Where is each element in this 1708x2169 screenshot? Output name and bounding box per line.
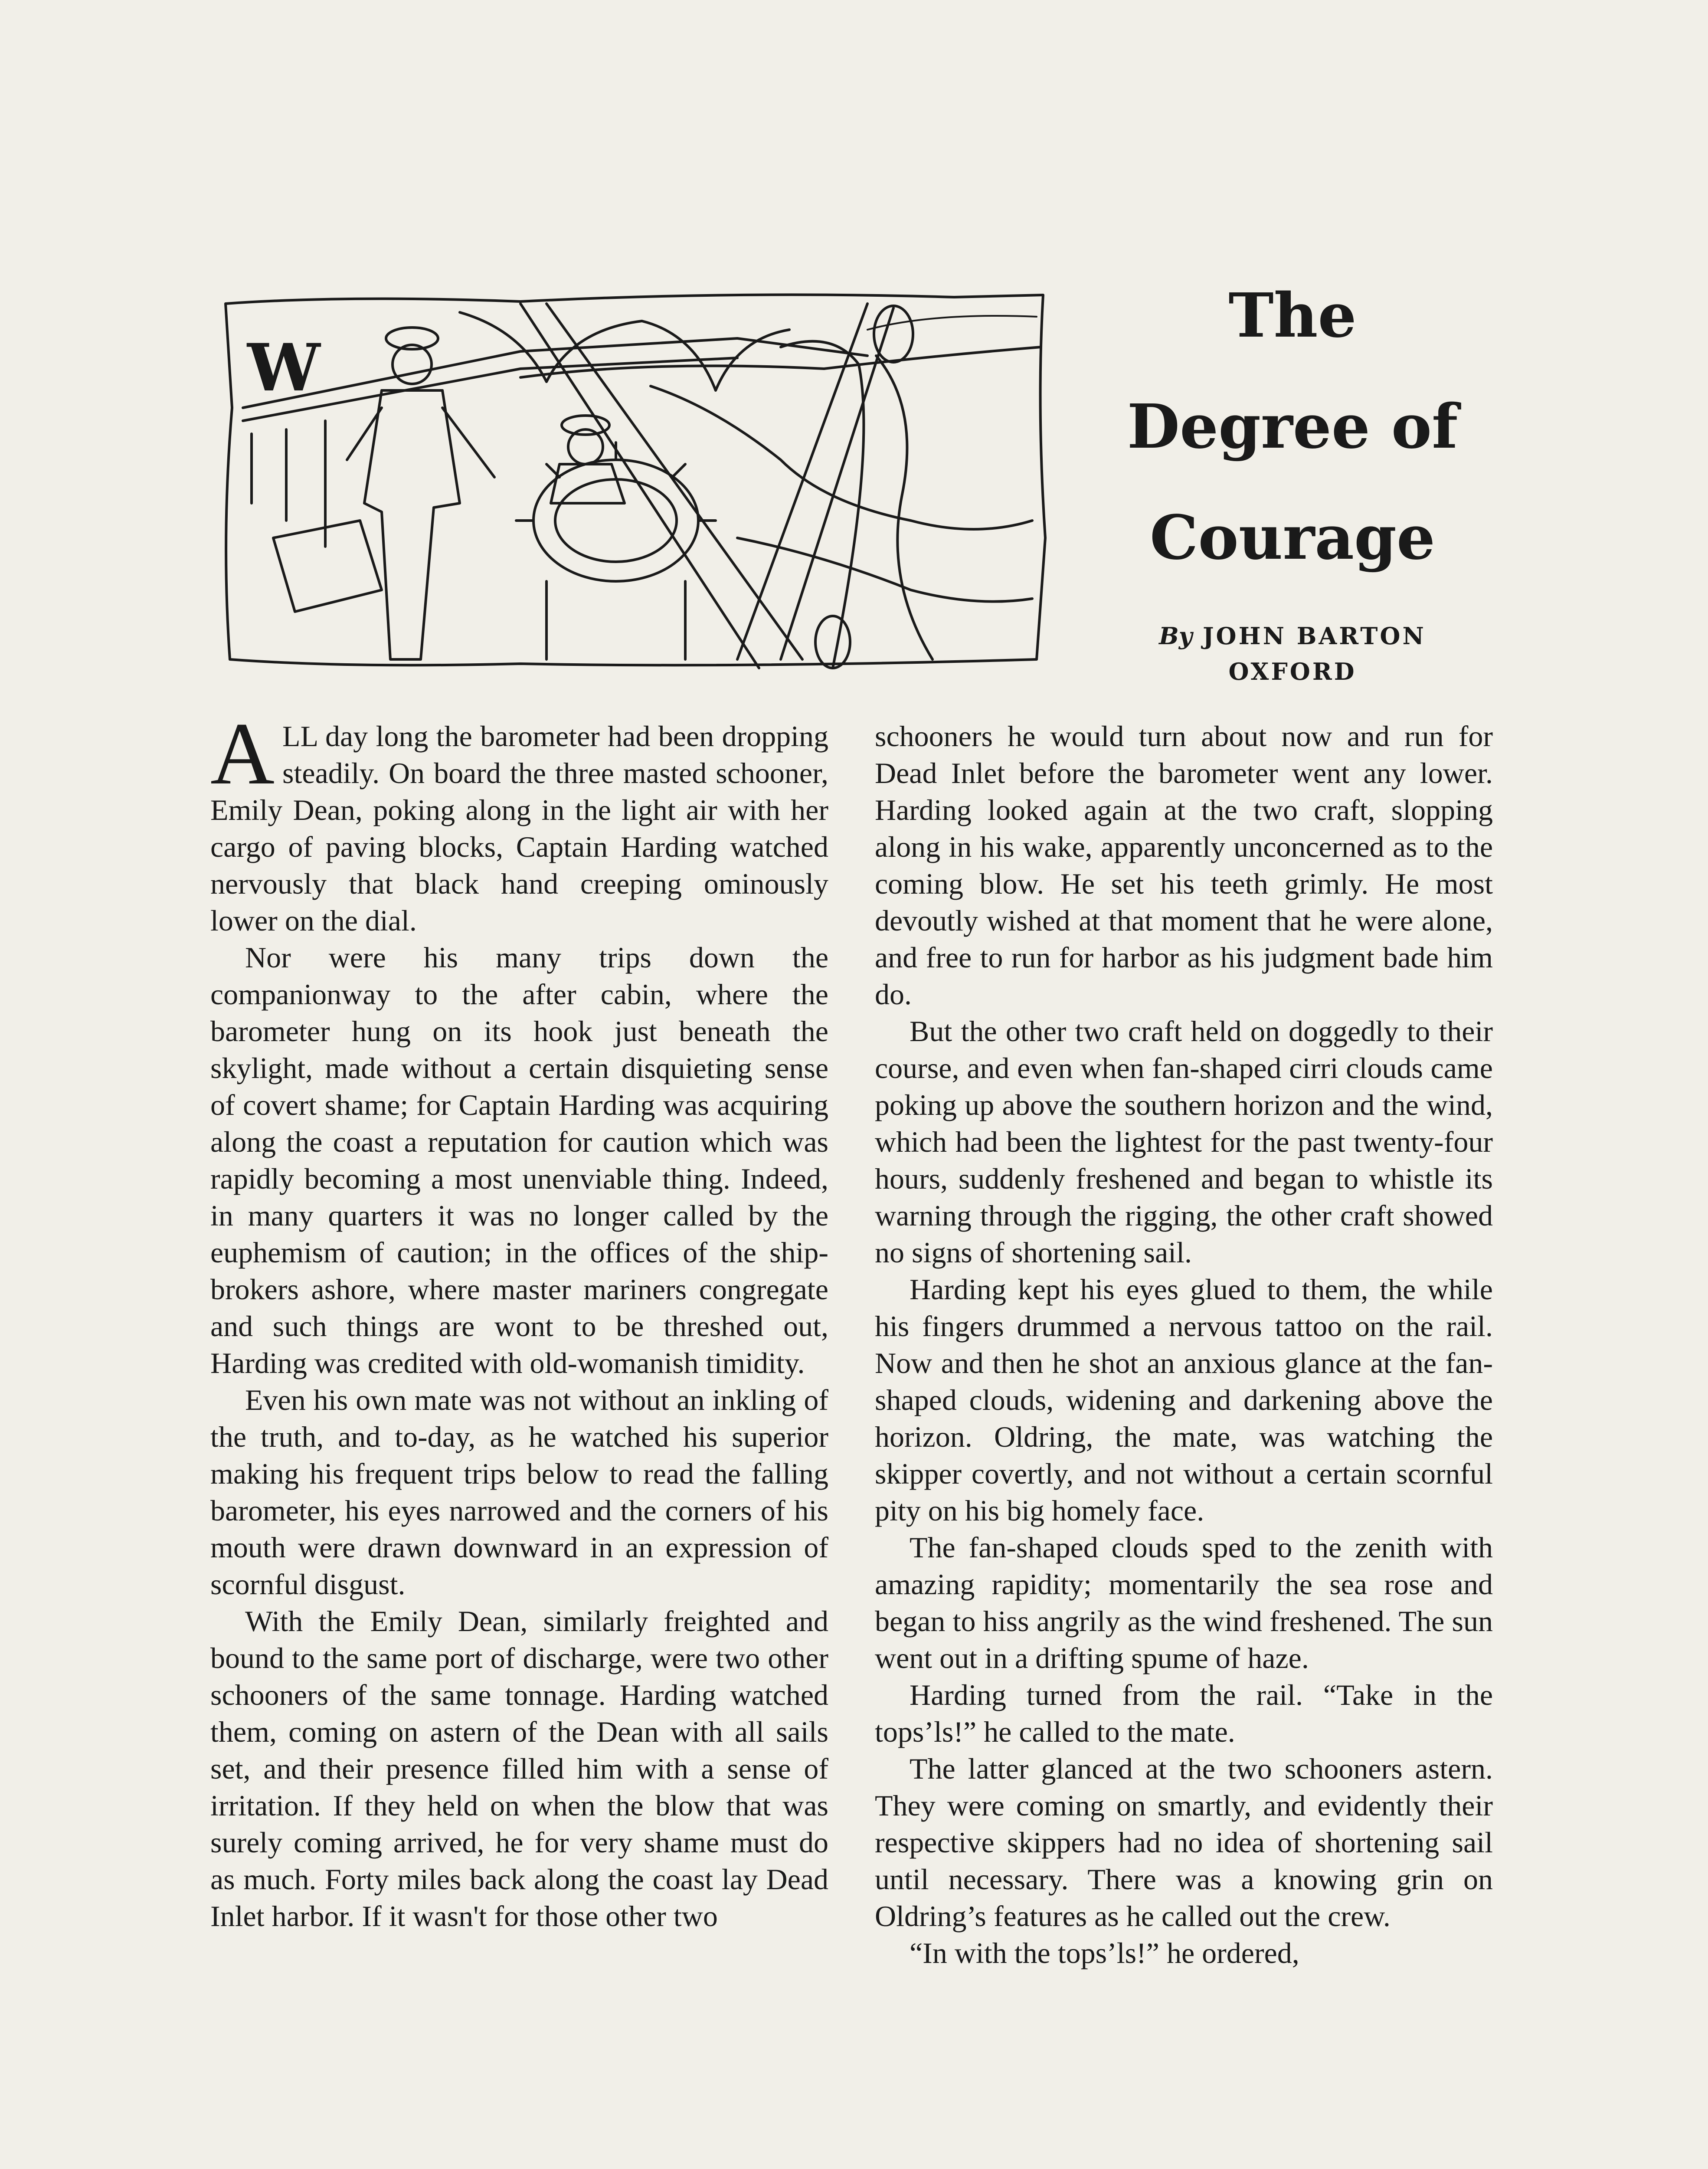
paragraph: “In with the tops’ls!” he ordered, [910,1936,1299,1969]
paragraph: The fan-shaped clouds sped to the zenith with amazing rapidity; momentarily the sea rose and began to hiss angrily as the wind freshened. The sun went out in a drifting spume of haze. [875,1531,1493,1674]
byline-by: By [1159,622,1193,650]
paragraph: But the other two craft held on doggedly to their course, and even when fan-shaped cirri clouds came poking up above the southern horizon and the wind, which had been the lightest for the past twenty-four hours, suddenly freshened and began to whistle its warning through the rigging, the other craft showed no signs of shortening sail. [875,1015,1493,1269]
paragraph-text: LL day long the barometer had been dropping steadily. On board the three masted schooner, Emily Dean, poking along in the light air with her cargo of paving blocks, Captain Harding watched nervously that black hand creeping ominously lower on the dial. [210,720,828,937]
text-column-right [875,718,1493,1972]
paragraph: schooners he would turn about now and run for Dead Inlet before the barometer went any lower. Harding looked again at the two craft, slopping along in his wake, apparently unconcerned as to the coming blow. He set his teeth grimly. He most devoutly wished at that moment that he were alone, and free to run for harbor as his judgment bade him do. [875,720,1493,1011]
byline [1115,618,1470,689]
story-illustration [217,278,1050,672]
paragraph: With the Emily Dean, similarly freighted and bound to the same port of discharge, were two other schooners of the same tonnage. Harding watched them, coming on astern of the Dean with all sails set, and their presence filled him with a sense of irritation. If they held on when the blow that was surely coming arrived, he for very shame must do as much. Forty miles back along the coast lay Dead Inlet harbor. If it wasn't for those other two [210,1605,828,1933]
byline-name-2: OXFORD [1228,658,1357,685]
paragraph: Even his own mate was not without an inkling of the truth, and to-day, as he watched his superior making his frequent trips below to read the falling barometer, his eyes narrowed and the corners of his mouth were drawn downward in an expression of scornful disgust. [210,1383,828,1601]
paragraph: The latter glanced at the two schooners astern. They were coming on smartly, and evidently their respective skippers had no idea of shortening sail until necessary. There was a knowing grin on Oldring’s features as he called out the crew. [875,1752,1493,1933]
byline-name-1: JOHN BARTON [1203,622,1426,650]
title-line-2: Degree of [1127,391,1458,462]
story-title [1093,260,1492,593]
paragraph: Harding kept his eyes glued to them, the while his fingers drummed a nervous tattoo on the rail. Now and then he shot an anxious glance at the fan-shaped clouds, widening and darkening above the horizon. Oldring, the mate, was watching the skipper covertly, and not without a certain scornful pity on his big homely face. [875,1273,1493,1527]
illustration-monogram: W [247,330,321,406]
drop-cap: A [210,704,275,803]
paragraph [210,704,828,939]
paragraph: Nor were his many trips down the companionway to the after cabin, where the barometer hung on its hook just beneath the skylight, made without a certain disquieting sense of covert shame; for Captain Harding was acquiring along the coast a reputation for caution which was rapidly becoming a most unenviable thing. Indeed, in many quarters it was no longer called by the euphemism of caution; in the offices of the ship-brokers ashore, where master mariners congregate and such things are wont to be threshed out, Harding was credited with old-womanish timidity. [210,941,828,1379]
title-line-3: Courage [1149,502,1436,573]
paragraph: Harding turned from the rail. “Take in the tops’ls!” he called to the mate. [875,1678,1493,1748]
title-line-1: The [1228,280,1357,351]
text-column-left [210,704,828,1935]
